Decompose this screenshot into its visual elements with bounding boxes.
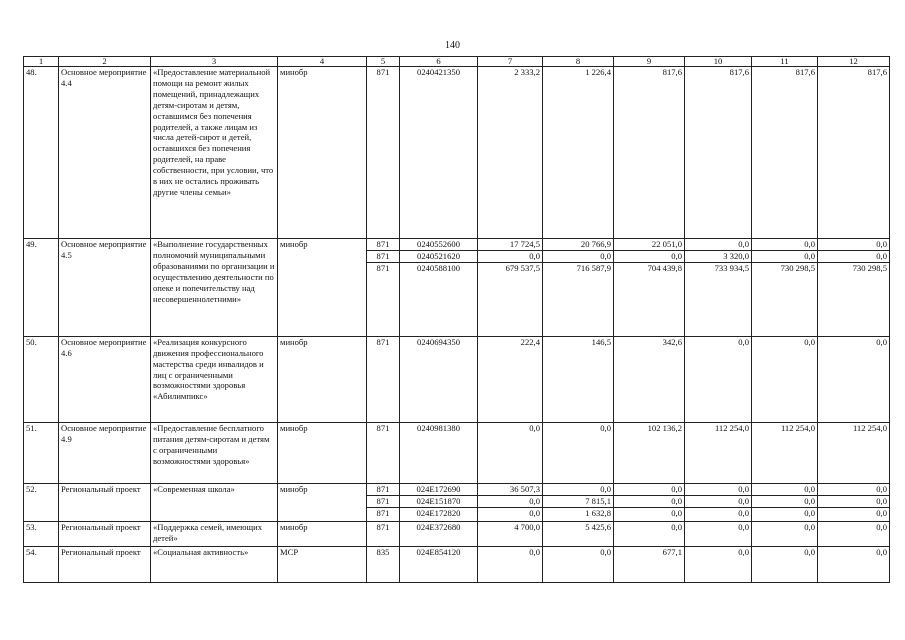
col-header: 6 [400, 57, 478, 67]
event-name: Региональный проект [59, 546, 151, 582]
table-row [24, 336, 890, 422]
value-c10: 733 934,5 [685, 262, 752, 336]
event-title: «Предоставление материальной помощи на ремонт жилых помещений, принадлежащих детям-сиротам и детям, оставшимся без попечения родителей, а также лицам из числа детей-сирот и детей, оставшихся без попечения родителей, на праве собственности, при условии, что в них не остались проживать другие члены семьи» [151, 67, 278, 239]
value-c7: 679 537,5 [478, 262, 543, 336]
value-c7: 4 700,0 [478, 521, 543, 546]
value-c8: 0,0 [543, 250, 614, 262]
value-c9: 0,0 [614, 250, 685, 262]
grbs-code: 871 [367, 483, 400, 495]
value-c7: 0,0 [478, 422, 543, 483]
value-c9: 704 439,8 [614, 262, 685, 336]
value-c9: 342,6 [614, 336, 685, 422]
value-c10: 0,0 [685, 521, 752, 546]
value-c11: 0,0 [752, 250, 818, 262]
event-name: Основное мероприятие 4.4 [59, 67, 151, 239]
value-c11: 0,0 [752, 521, 818, 546]
value-c9: 0,0 [614, 521, 685, 546]
value-c10: 0,0 [685, 239, 752, 251]
value-c11: 817,6 [752, 67, 818, 239]
col-header: 9 [614, 57, 685, 67]
event-title: «Социальная активность» [151, 546, 278, 582]
value-c10: 0,0 [685, 495, 752, 507]
value-c10: 0,0 [685, 483, 752, 495]
value-c12: 0,0 [818, 250, 890, 262]
grbs-code: 871 [367, 495, 400, 507]
value-c12: 0,0 [818, 495, 890, 507]
table-row [24, 521, 890, 546]
value-c11: 0,0 [752, 546, 818, 582]
value-c9: 0,0 [614, 483, 685, 495]
col-header: 5 [367, 57, 400, 67]
value-c12: 817,6 [818, 67, 890, 239]
kbk-code: 0240981380 [400, 422, 478, 483]
kbk-code: 0240588100 [400, 262, 478, 336]
value-c7: 0,0 [478, 546, 543, 582]
col-header: 1 [24, 57, 59, 67]
value-c9: 817,6 [614, 67, 685, 239]
budget-table [23, 56, 890, 583]
kbk-code: 024E172820 [400, 507, 478, 521]
grbs-code: 871 [367, 521, 400, 546]
event-title: «Предоставление бесплатного питания детям-сиротам и детям с ограниченными возможностями здоровья» [151, 422, 278, 483]
executor: МСР [278, 546, 367, 582]
value-c8: 0,0 [543, 483, 614, 495]
row-number: 50. [24, 336, 59, 422]
executor: минобр [278, 422, 367, 483]
row-number: 52. [24, 483, 59, 521]
event-name: Региональный проект [59, 483, 151, 521]
grbs-code: 871 [367, 262, 400, 336]
value-c7: 17 724,5 [478, 239, 543, 251]
value-c11: 0,0 [752, 483, 818, 495]
value-c7: 0,0 [478, 495, 543, 507]
value-c8: 0,0 [543, 546, 614, 582]
row-number: 51. [24, 422, 59, 483]
grbs-code: 871 [367, 250, 400, 262]
col-header: 2 [59, 57, 151, 67]
value-c8: 1 226,4 [543, 67, 614, 239]
kbk-code: 024E151870 [400, 495, 478, 507]
table-row [24, 483, 890, 495]
executor: минобр [278, 67, 367, 239]
value-c8: 0,0 [543, 422, 614, 483]
value-c12: 0,0 [818, 239, 890, 251]
grbs-code: 871 [367, 67, 400, 239]
event-title: «Поддержка семей, имеющих детей» [151, 521, 278, 546]
grbs-code: 871 [367, 507, 400, 521]
row-number: 49. [24, 239, 59, 337]
value-c11: 0,0 [752, 239, 818, 251]
value-c12: 0,0 [818, 336, 890, 422]
value-c8: 7 815,1 [543, 495, 614, 507]
grbs-code: 871 [367, 239, 400, 251]
value-c11: 0,0 [752, 336, 818, 422]
value-c11: 0,0 [752, 507, 818, 521]
page-number: 140 [445, 40, 460, 51]
executor: минобр [278, 483, 367, 521]
value-c10: 817,6 [685, 67, 752, 239]
value-c11: 112 254,0 [752, 422, 818, 483]
event-name: Основное мероприятие 4.9 [59, 422, 151, 483]
kbk-code: 0240421350 [400, 67, 478, 239]
value-c12: 0,0 [818, 546, 890, 582]
value-c12: 0,0 [818, 483, 890, 495]
table-row [24, 239, 890, 251]
kbk-code: 024E372680 [400, 521, 478, 546]
event-title: «Выполнение государственных полномочий муниципальными образованиями по организации и осуществлению деятельности по опеке и попечительству над несовершеннолетними» [151, 239, 278, 337]
value-c7: 222,4 [478, 336, 543, 422]
event-name: Основное мероприятие 4.5 [59, 239, 151, 337]
row-number: 48. [24, 67, 59, 239]
kbk-code: 0240694350 [400, 336, 478, 422]
value-c8: 1 632,8 [543, 507, 614, 521]
value-c12: 112 254,0 [818, 422, 890, 483]
value-c7: 2 333,2 [478, 67, 543, 239]
value-c7: 36 507,3 [478, 483, 543, 495]
value-c7: 0,0 [478, 507, 543, 521]
event-name: Основное мероприятие 4.6 [59, 336, 151, 422]
value-c8: 716 587,9 [543, 262, 614, 336]
grbs-code: 871 [367, 336, 400, 422]
col-header: 8 [543, 57, 614, 67]
value-c10: 3 320,0 [685, 250, 752, 262]
col-header: 11 [752, 57, 818, 67]
row-number: 53. [24, 521, 59, 546]
value-c12: 0,0 [818, 521, 890, 546]
value-c8: 20 766,9 [543, 239, 614, 251]
value-c9: 0,0 [614, 507, 685, 521]
kbk-code: 024E172690 [400, 483, 478, 495]
row-number: 54. [24, 546, 59, 582]
header-row [24, 57, 890, 67]
executor: минобр [278, 521, 367, 546]
value-c9: 22 051,0 [614, 239, 685, 251]
executor: минобр [278, 336, 367, 422]
col-header: 10 [685, 57, 752, 67]
kbk-code: 0240521620 [400, 250, 478, 262]
kbk-code: 024E854120 [400, 546, 478, 582]
col-header: 3 [151, 57, 278, 67]
value-c12: 0,0 [818, 507, 890, 521]
table-row [24, 67, 890, 239]
kbk-code: 0240552600 [400, 239, 478, 251]
value-c11: 0,0 [752, 495, 818, 507]
event-title: «Современная школа» [151, 483, 278, 521]
col-header: 7 [478, 57, 543, 67]
value-c10: 112 254,0 [685, 422, 752, 483]
value-c10: 0,0 [685, 507, 752, 521]
executor: минобр [278, 239, 367, 337]
value-c10: 0,0 [685, 336, 752, 422]
value-c9: 677,1 [614, 546, 685, 582]
table-row [24, 546, 890, 582]
grbs-code: 835 [367, 546, 400, 582]
value-c9: 0,0 [614, 495, 685, 507]
grbs-code: 871 [367, 422, 400, 483]
value-c8: 5 425,6 [543, 521, 614, 546]
value-c11: 730 298,5 [752, 262, 818, 336]
event-name: Региональный проект [59, 521, 151, 546]
value-c9: 102 136,2 [614, 422, 685, 483]
col-header: 4 [278, 57, 367, 67]
value-c8: 146,5 [543, 336, 614, 422]
table-row [24, 422, 890, 483]
col-header: 12 [818, 57, 890, 67]
value-c12: 730 298,5 [818, 262, 890, 336]
value-c10: 0,0 [685, 546, 752, 582]
value-c7: 0,0 [478, 250, 543, 262]
event-title: «Реализация конкурсного движения профессионального мастерства среди инвалидов и лиц с ограниченными возможностями здоровья «Абилимпикс» [151, 336, 278, 422]
